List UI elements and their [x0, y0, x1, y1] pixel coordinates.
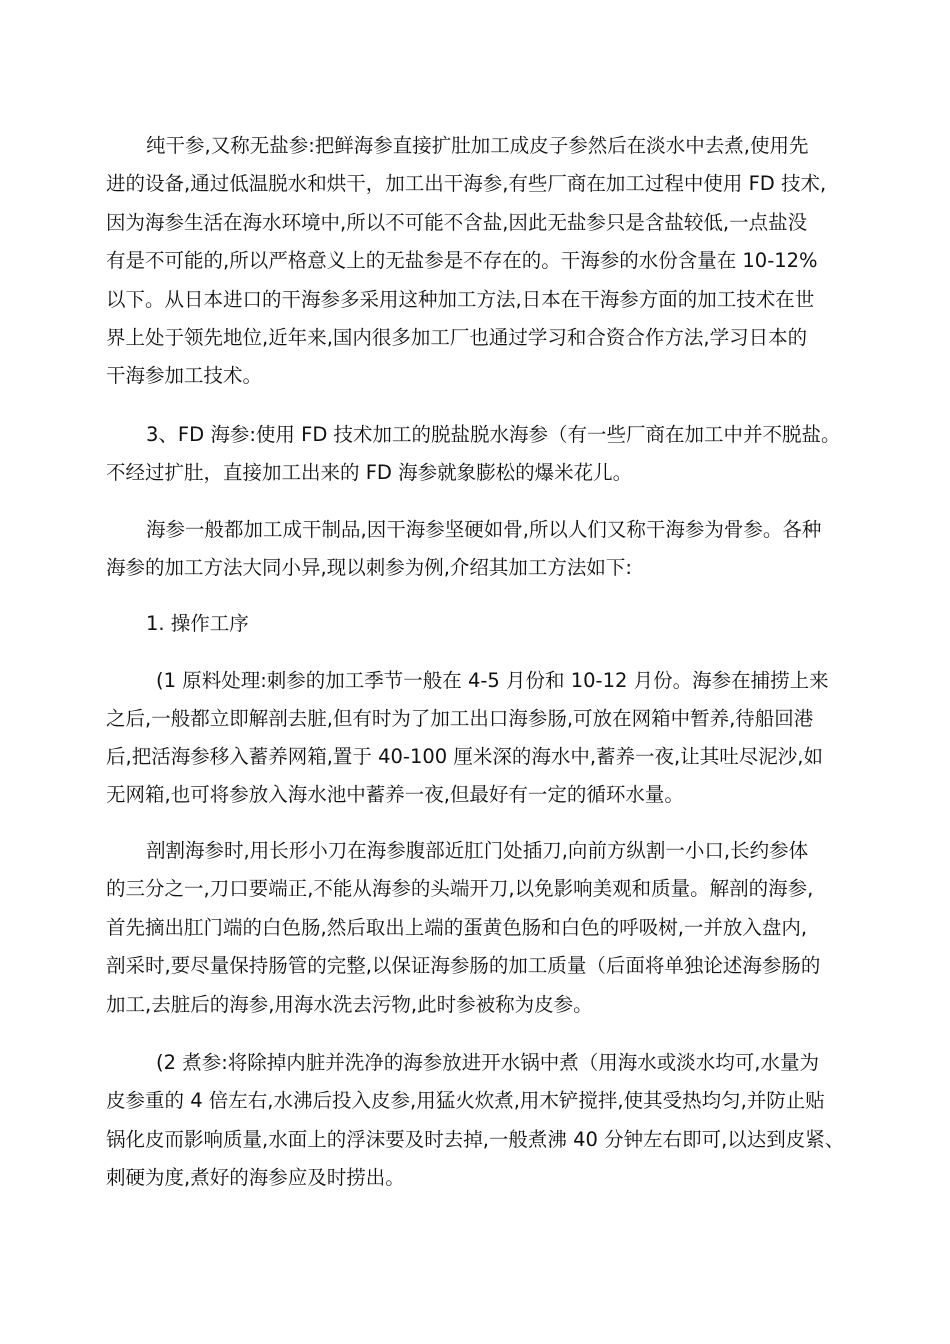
paragraph-1-line-6: 界上处于领先地位,近年来,国内很多加工厂也通过学习和合资合作方法,学习日本的 — [106, 326, 808, 349]
paragraph-1-line-2: 进的设备,通过低温脱水和烘干，加工出干海参,有些厂商在加工过程中使用 FD 技术, — [106, 172, 827, 195]
paragraph-7-line-2: 皮参重的 4 倍左右,水沸后投入皮参,用猛火炊煮,用木铲搅拌,使其受热均匀,并防止贴 — [106, 1089, 825, 1112]
paragraph-7-line-3: 锅化皮而影响质量,水面上的浮沫要及时去掉,一般煮沸 40 分钟左右即可,以达到皮紧、 — [106, 1128, 845, 1151]
paragraph-5-line-4: 无网箱,也可将参放入海水池中蓄养一夜,但最好有一定的循环水量。 — [106, 783, 684, 806]
paragraph-3-line-1: 海参一般都加工成干制品,因干海参坚硬如骨,所以人们又称干海参为骨参。各种 — [146, 518, 822, 541]
paragraph-1-line-4: 有是不可能的,所以严格意义上的无盐参是不存在的。干海参的水份含量在 10-12% — [106, 249, 818, 272]
paragraph-5-line-2: 之后,一般都立即解剖去脏,但有时为了加工出口海参肠,可放在网箱中暂养,待船回港 — [106, 707, 814, 730]
paragraph-5-line-3: 后,把活海参移入蓄养网箱,置于 40-100 厘米深的海水中,蓄养一夜,让其吐尽泥沙,如 — [106, 745, 823, 768]
paragraph-6-line-3: 首先摘出肛门端的白色肠,然后取出上端的蛋黄色肠和白色的呼吸树,一并放入盘内, — [106, 916, 808, 939]
paragraph-6-line-2: 的三分之一,刀口要端正,不能从海参的头端开刀,以免影响美观和质量。解剖的海参, — [106, 877, 814, 900]
paragraph-1-line-7: 干海参加工技术。 — [106, 364, 263, 387]
section-heading: 1. 操作工序 — [146, 612, 249, 635]
paragraph-1-line-3: 因为海参生活在海水环境中,所以不可能不含盐,因此无盐参只是含盐较低,一点盐没 — [106, 211, 808, 234]
paragraph-1-line-5: 以下。从日本进口的干海参多采用这种加工方法,日本在干海参方面的加工技术在世 — [106, 288, 815, 311]
paragraph-6-line-1: 剖割海参时,用长形小刀在海参腹部近肛门处插刀,向前方纵割一小口,长约参体 — [146, 839, 809, 862]
paragraph-7-line-4: 刺硬为度,煮好的海参应及时捞出。 — [106, 1166, 405, 1189]
paragraph-6-line-4: 剖采时,要尽量保持肠管的完整,以保证海参肠的加工质量（后面将单独论述海参肠的 — [106, 954, 821, 977]
paragraph-6-line-5: 加工,去脏后的海参,用海水洗去污物,此时参被称为皮参。 — [106, 993, 593, 1016]
paragraph-2-line-2: 不经过扩肚，直接加工出来的 FD 海参就象膨松的爆米花儿。 — [106, 461, 633, 484]
paragraph-7-line-1: (2 煮参:将除掉内脏并洗净的海参放进开水锅中煮（用海水或淡水均可,水量为 — [156, 1051, 819, 1074]
paragraph-5-line-1: (1 原料处理:刺参的加工季节一般在 4-5 月份和 10-12 月份。海参在捕捞上来 — [156, 669, 829, 692]
paragraph-3-line-2: 海参的加工方法大同小异,现以刺参为例,介绍其加工方法如下: — [106, 556, 632, 579]
paragraph-1-line-1: 纯干参,又称无盐参:把鲜海参直接扩肚加工成皮子参然后在淡水中去煮,使用先 — [146, 134, 809, 157]
paragraph-2-line-1: 3、FD 海参:使用 FD 技术加工的脱盐脱水海参（有一些厂商在加工中并不脱盐。 — [146, 423, 841, 446]
